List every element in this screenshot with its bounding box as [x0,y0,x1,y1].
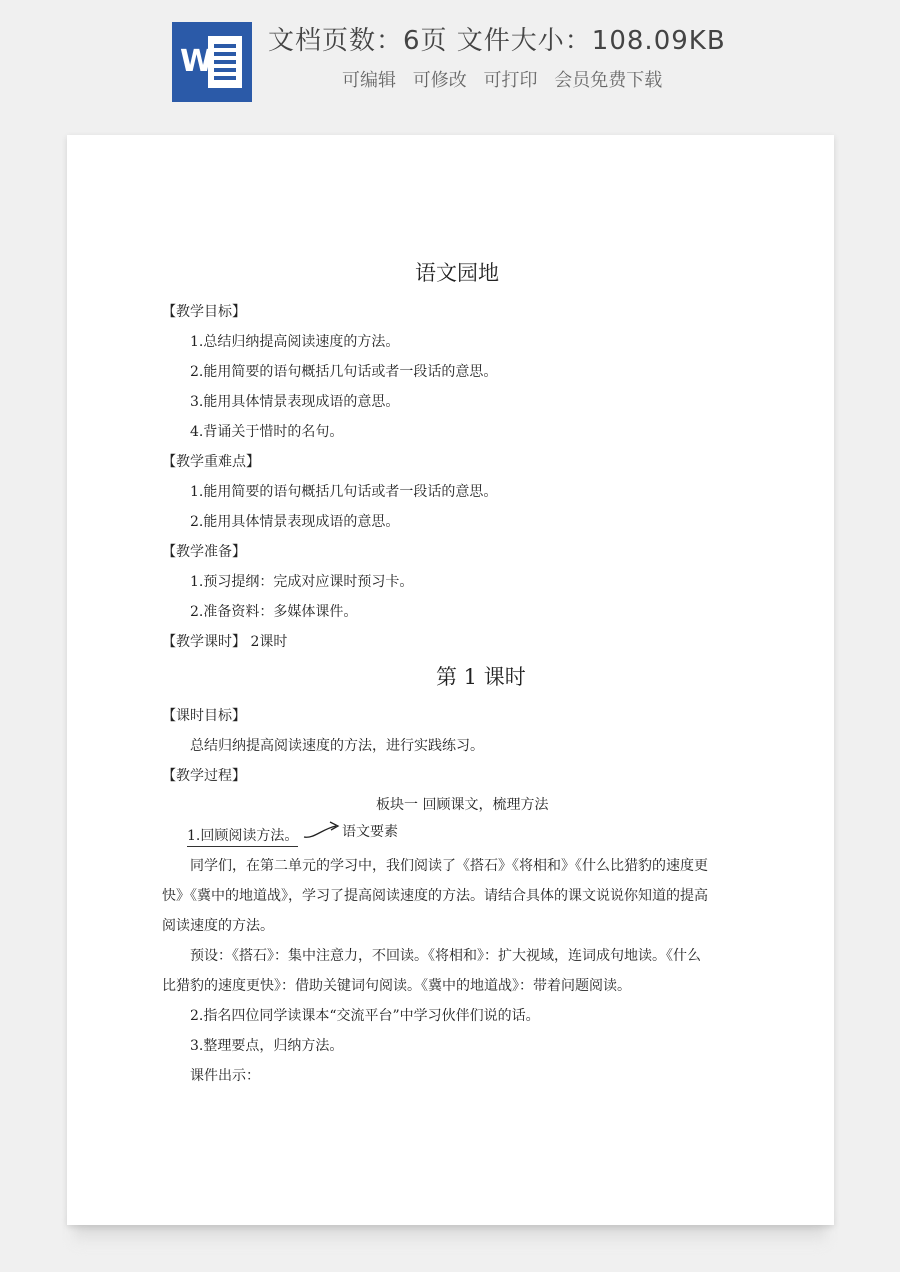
word-icon-letter: W [180,44,214,79]
feature-editable: 可编辑 [342,70,396,91]
annotation-arrow-icon [302,819,342,841]
doc-info-banner [0,0,900,118]
courseware-label: 课件出示： [190,1068,260,1084]
feature-modifiable: 可修改 [412,70,467,91]
annotation-label: 语文要素 [342,824,398,840]
step3: 3.整理要点，归纳方法。 [190,1038,344,1054]
keypoints-heading: 【教学重难点】 [162,454,260,470]
para1-line: 同学们，在第二单元的学习中，我们阅读了《搭石》《将相和》《什么比猎豹的速度更 [190,858,708,874]
para1-line: 快》《冀中的地道战》，学习了提高阅读速度的方法。请结合具体的课文说说你知道的提高 [162,888,708,904]
prep-heading: 【教学准备】 [162,544,246,560]
step1: 1.回顾阅读方法。 [187,825,298,847]
lesson-goal-heading: 【课时目标】 [162,708,246,724]
goal-item: 3.能用具体情景表现成语的意思。 [190,394,400,410]
keypoint-item: 2.能用具体情景表现成语的意思。 [190,514,400,530]
keypoint-item: 1.能用简要的语句概括几句话或者一段话的意思。 [190,484,498,500]
para2-line: 预设：《搭石》：集中注意力，不回读。《将相和》：扩大视域，连词成句地读。《什么 [190,948,701,964]
lesson-title: 第 1 课时 [436,665,526,689]
step2: 2.指名四位同学读课本“交流平台”中学习伙伴们说的话。 [190,1008,540,1024]
lesson-goal: 总结归纳提高阅读速度的方法，进行实践练习。 [190,738,484,754]
goal-item: 2.能用简要的语句概括几句话或者一段话的意思。 [190,364,498,380]
prep-item: 1.预习提纲：完成对应课时预习卡。 [190,574,414,590]
prep-item: 2.准备资料：多媒体课件。 [190,604,358,620]
goal-item: 1.总结归纳提高阅读速度的方法。 [190,334,400,350]
para1-line: 阅读速度的方法。 [162,918,274,934]
hours-line: 【教学课时】 2课时 [162,634,288,650]
word-icon [172,22,252,102]
feature-printable: 可打印 [483,70,538,91]
doc-title: 语文园地 [415,261,499,285]
document-page [67,135,834,1225]
goal-item: 4.背诵关于惜时的名句。 [190,424,344,440]
doc-stats: 文档页数：6页 文件大小：108.09KB [268,26,726,56]
doc-features [342,66,673,92]
process-heading: 【教学过程】 [162,768,246,784]
block-title: 板块一 回顾课文，梳理方法 [376,797,549,813]
goals-heading: 【教学目标】 [162,304,246,320]
para2-line: 比猎豹的速度更快》：借助关键词句阅读。《冀中的地道战》：带着问题阅读。 [162,978,631,994]
feature-member-download: 会员免费下载 [554,70,663,91]
